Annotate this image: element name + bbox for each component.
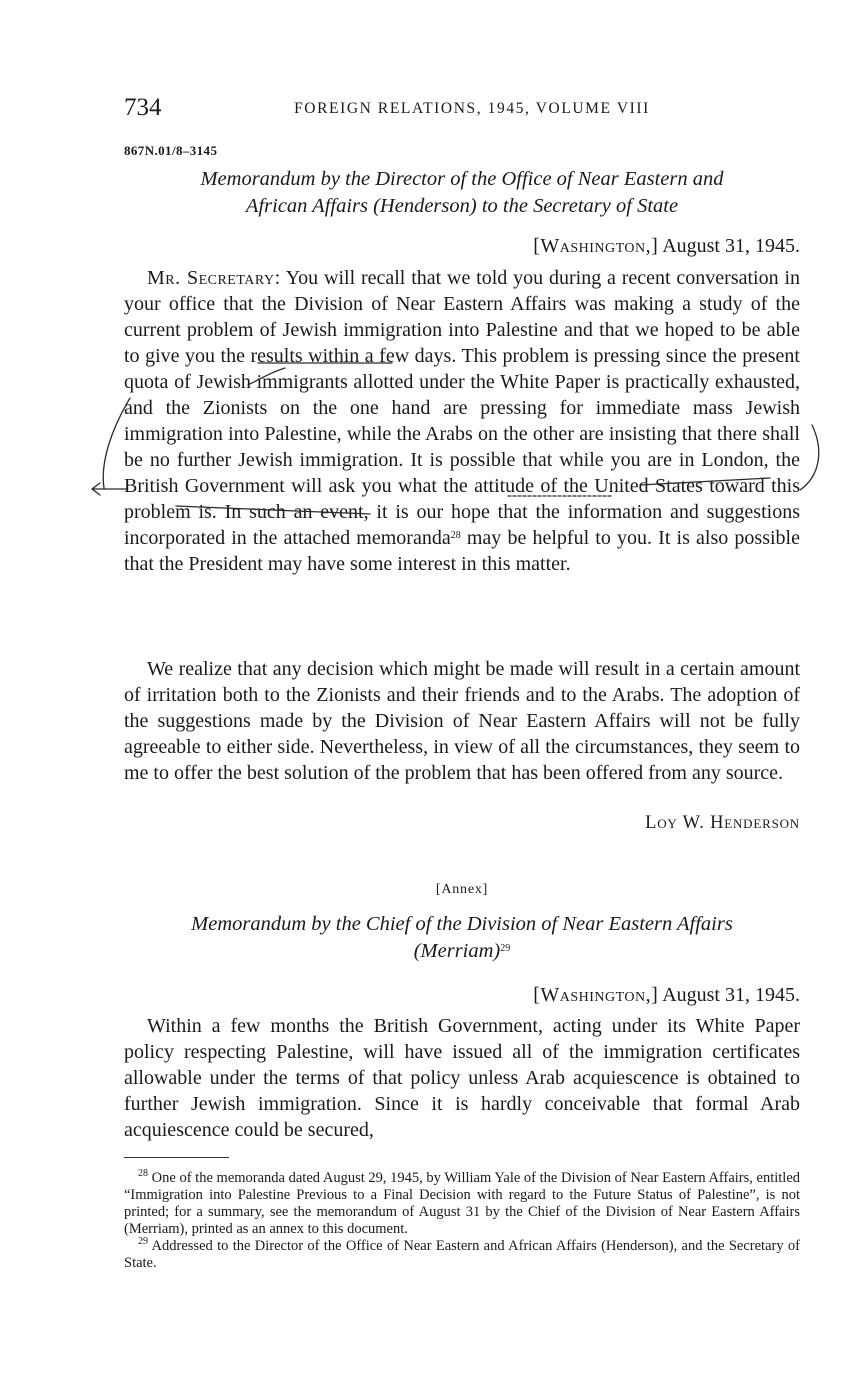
footnote-28-number: 28 <box>138 1168 148 1179</box>
annex-dateline <box>533 984 800 1007</box>
dateline-date: August 31, 1945. <box>662 235 800 257</box>
memo-paragraph-2: We realize that any decision which might be made will result in a certain amount of irritation both to the Zionists and their friends and to the Arabs. The adoption of the suggestions made by the Division of Near Eastern Affairs will not be fully agreeable to either side. Nevertheless, in view of all the circumstances, they seem to me to offer the best solution of the problem that has been offered from any source. <box>124 658 800 784</box>
dateline-place: [Washington,] <box>533 235 659 257</box>
footnote-divider <box>124 1157 229 1158</box>
annex-dateline-place: [Washington,] <box>533 984 659 1006</box>
annex-title-line-2 <box>124 938 800 965</box>
annex-paragraph-1: Within a few months the British Government, acting under its White Paper policy respecting Palestine, will have issued all of the immigration certificates allowable under the terms of that policy unless Arab acquiescence is obtained to further Jewish immigration. Since it is hardly conceivable that formal Arab acquiescence could be secured, <box>124 1015 800 1141</box>
memo-paragraph-1-text: You will recall that we told you during a recent conversation in your office that the Division of Near Eastern Affairs was making a study of the current problem of Jewish immigration into Palestine and that we hoped to be able to give you the results within a few days. This problem is pressing since the present quota of Jewish immigrants allotted under the White Paper is practically exhausted, and the Zionists on the one hand are pressing for immediate mass Jewish immigration into Palestine, while the Arabs on the other are insisting that there shall be no further Jewish immigration. It is possible that while you are in London, the British Government will ask you what the attitude of the United States toward this problem is. In such an event, it is our hope that the information and suggestions incorporated in the attached memoranda <box>124 267 801 549</box>
annex-dateline-date: August 31, 1945. <box>662 984 800 1006</box>
footnote-ref-29[interactable]: 29 <box>500 943 511 954</box>
page-number: 734 <box>124 94 162 121</box>
memo-title <box>124 166 800 220</box>
annex-title-line-1: Memorandum by the Chief of the Division of Near Eastern Affairs <box>191 913 733 935</box>
footnote-29-text: Addressed to the Director of the Office of Near Eastern and African Affairs (Henderson), and the Secretary of State. <box>124 1238 800 1271</box>
salutation: Mr. Secretary: <box>147 267 281 289</box>
footnote-ref-28[interactable]: 28 <box>450 530 461 541</box>
annex-title <box>124 911 800 965</box>
running-head: FOREIGN RELATIONS, 1945, VOLUME VIII <box>294 100 650 117</box>
right-margin-bracket-mark <box>800 425 819 490</box>
memo-title-line-1: Memorandum by the Director of the Office of Near Eastern and <box>200 168 724 190</box>
memo-paragraph-1 <box>124 265 800 577</box>
footnote-28 <box>124 1170 800 1238</box>
annex-title-author: (Merriam) <box>413 940 501 962</box>
footnotes <box>124 1170 800 1272</box>
footnote-29-number: 29 <box>138 1236 148 1247</box>
margin-arrow-mark <box>92 483 126 495</box>
memo-paragraph-1-tail: may be helpful to you. It is also possible that the President may have some interest in this matter. <box>124 527 800 575</box>
memo-dateline <box>533 235 800 258</box>
annex-label: [Annex] <box>435 882 489 897</box>
footnote-29 <box>124 1238 800 1272</box>
memo-title-line-2: African Affairs (Henderson) to the Secretary of State <box>245 195 679 217</box>
signature: Loy W. Henderson <box>645 813 800 833</box>
file-number: 867N.01/8–3145 <box>124 143 218 158</box>
footnote-28-text: One of the memoranda dated August 29, 1945, by William Yale of the Division of Near Eastern Affairs, entitled “Immigration into Palestine Previous to a Final Decision with regard to the Future Status of Palestine”, is not printed; for a summary, see the memorandum of August 31 by the Chief of the Division of Near Eastern Affairs (Merriam), printed as an annex to this document. <box>124 1170 801 1237</box>
page-header <box>124 94 800 124</box>
